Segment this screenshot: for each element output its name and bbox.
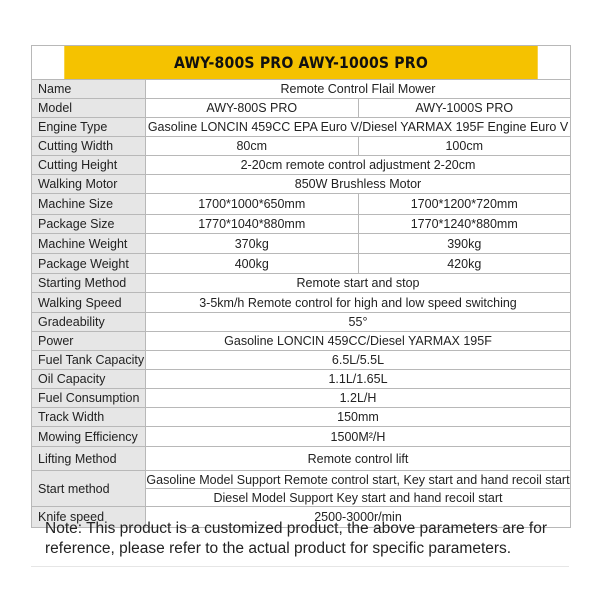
row-label: Walking Speed xyxy=(32,293,146,312)
row-split xyxy=(146,99,570,117)
row-label: Track Width xyxy=(32,408,146,426)
row-label: Cutting Height xyxy=(32,156,146,174)
row-value-left: AWY-800S PRO xyxy=(146,99,359,117)
row-value-right: AWY-1000S PRO xyxy=(415,101,514,115)
row-split xyxy=(146,254,570,273)
row-value: Remote control lift xyxy=(307,451,409,466)
row-value: Remote Control Flail Mower xyxy=(280,82,436,96)
row-value-right: 390kg xyxy=(447,236,482,251)
row-value: 6.5L/5.5L xyxy=(331,353,385,367)
row-value: 3-5km/h Remote control for high and low speed switching xyxy=(199,295,517,310)
note-line: reference, please refer to the actual product for specific parameters. xyxy=(45,540,512,557)
row-value: 55° xyxy=(348,315,368,329)
row-value-left: 1700*1000*650mm xyxy=(146,194,359,214)
row-value-right: 1700*1200*720mm xyxy=(410,197,518,211)
row-multiline xyxy=(146,471,570,506)
row-label: Fuel Consumption xyxy=(32,389,146,407)
table-row xyxy=(32,79,570,98)
row-value: Remote start and stop xyxy=(296,276,420,290)
table-row xyxy=(32,214,570,233)
table-row xyxy=(32,193,570,214)
spec-rows xyxy=(32,79,570,527)
table-row xyxy=(32,98,570,117)
row-value: 1500M²/H xyxy=(330,429,386,444)
table-row xyxy=(32,233,570,253)
divider xyxy=(31,566,569,567)
row-value: Gasoline LONCIN 459CC/Diesel YARMAX 195F xyxy=(224,334,492,348)
row-value: Gasoline LONCIN 459CC EPA Euro V/Diesel YARMAX 195F Engine Euro V xyxy=(147,120,569,134)
spec-table xyxy=(31,45,571,528)
table-row xyxy=(32,350,570,369)
row-value-line: Gasoline Model Support Remote control start, Key start and hand recoil start xyxy=(146,471,570,489)
table-row xyxy=(32,117,570,136)
row-label: Knife speed xyxy=(32,507,146,527)
row-split xyxy=(146,137,570,155)
row-value-right: 420kg xyxy=(447,256,482,271)
note-line: Note: This product is a customized product, the above parameters are for xyxy=(45,520,547,537)
table-row xyxy=(32,155,570,174)
row-label: Cutting Width xyxy=(32,137,146,155)
row-value: 850W Brushless Motor xyxy=(294,177,422,191)
row-split xyxy=(146,234,570,253)
row-label: Package Size xyxy=(32,215,146,233)
row-value: 2-20cm remote control adjustment 2-20cm xyxy=(240,158,476,172)
disclaimer-note xyxy=(45,519,565,559)
table-row xyxy=(32,407,570,426)
table-row xyxy=(32,253,570,273)
row-value: 1.1L/1.65L xyxy=(328,372,388,386)
row-label: Start method xyxy=(32,471,146,506)
row-label: Mowing Efficiency xyxy=(32,427,146,446)
table-title: AWY-800S PRO AWY-1000S PRO xyxy=(64,46,537,79)
row-split xyxy=(146,194,570,214)
row-label: Name xyxy=(32,80,146,98)
row-value-left: 80cm xyxy=(146,137,359,155)
row-label: Lifting Method xyxy=(32,447,146,470)
row-value-left: 1770*1040*880mm xyxy=(146,215,359,233)
table-row xyxy=(32,388,570,407)
row-label: Model xyxy=(32,99,146,117)
table-row xyxy=(32,273,570,292)
row-value: 2500-3000r/min xyxy=(314,510,402,524)
row-value: 150mm xyxy=(337,410,379,424)
row-value: 1.2L/H xyxy=(339,391,377,405)
row-value-line: Diesel Model Support Key start and hand recoil start xyxy=(213,490,503,505)
table-row xyxy=(32,369,570,388)
table-row xyxy=(32,292,570,312)
table-row xyxy=(32,136,570,155)
row-value-right: 100cm xyxy=(445,139,484,153)
table-row xyxy=(32,331,570,350)
row-label: Machine Size xyxy=(32,194,146,214)
row-value-right: 1770*1240*880mm xyxy=(410,217,518,231)
row-label: Gradeability xyxy=(32,313,146,331)
table-row xyxy=(32,426,570,446)
table-row xyxy=(32,174,570,193)
table-row xyxy=(32,470,570,506)
row-label: Power xyxy=(32,332,146,350)
row-value-left: 370kg xyxy=(146,234,359,253)
row-split xyxy=(146,215,570,233)
row-label: Machine Weight xyxy=(32,234,146,253)
row-value-left: 400kg xyxy=(146,254,359,273)
table-row xyxy=(32,312,570,331)
row-label: Fuel Tank Capacity xyxy=(32,351,146,369)
table-row xyxy=(32,446,570,470)
row-label: Package Weight xyxy=(32,254,146,273)
row-label: Oil Capacity xyxy=(32,370,146,388)
row-label: Starting Method xyxy=(32,274,146,292)
row-label: Walking Motor xyxy=(32,175,146,193)
row-label: Engine Type xyxy=(32,118,146,136)
